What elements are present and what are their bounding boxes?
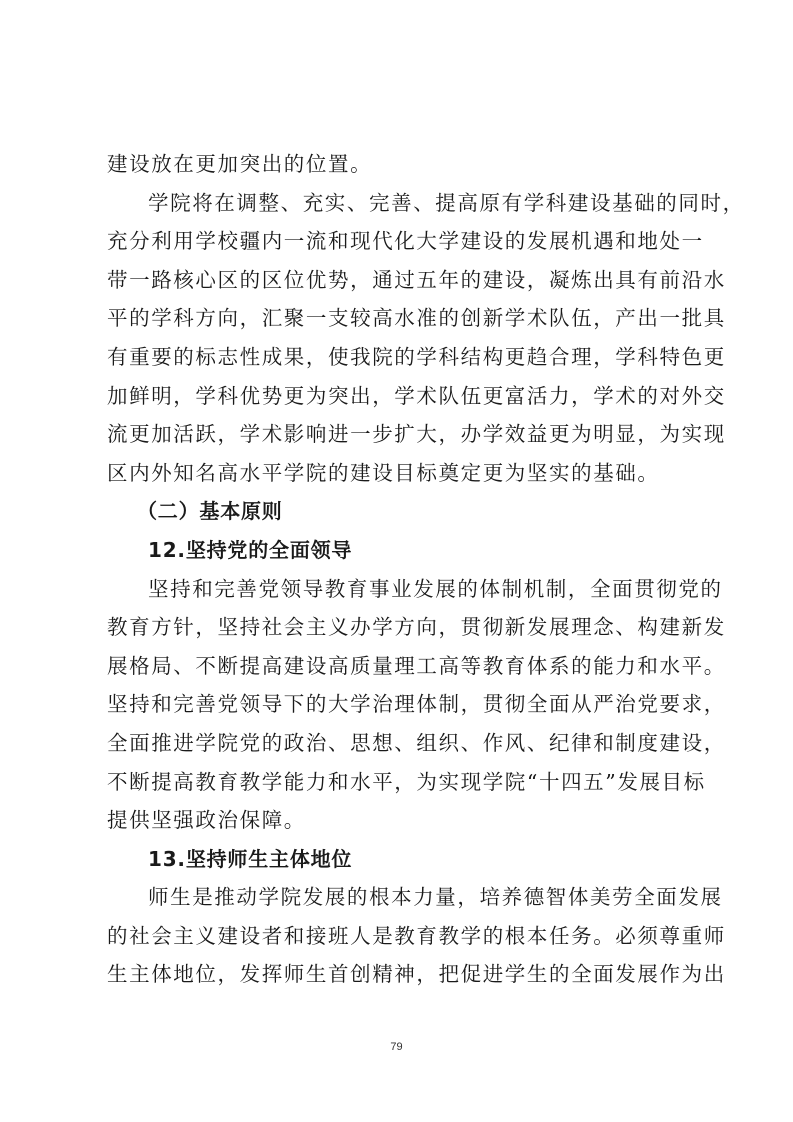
text-line: 流更加活跃，学术影响进一步扩大，办学效益更为明显，为实现: [107, 422, 726, 447]
page-number: 79: [390, 1041, 403, 1053]
text-line: 区内外知名高水平学院的建设目标奠定更为坚实的基础。: [107, 460, 660, 485]
text-line: 带一路核心区的区位优势，通过五年的建设，凝炼出具有前沿水: [107, 267, 726, 292]
document-body: [107, 145, 745, 994]
text-line: 坚持和完善党领导教育事业发展的体制机制，全面贯彻党的: [148, 576, 723, 601]
text-line: 平的学科方向，汇聚一支较高水准的创新学术队伍，产出一批具: [107, 306, 726, 331]
text-line: 有重要的标志性成果，使我院的学科结构更趋合理，学科特色更: [107, 344, 726, 369]
section-heading: （二）基本原则: [137, 499, 283, 524]
text-line: 教育方针，坚持社会主义办学方向，贯彻新发展理念、构建新发: [107, 615, 726, 640]
item-heading-12: 12.坚持党的全面领导: [148, 537, 353, 562]
text-line: 生主体地位，发挥师生首创精神，把促进学生的全面发展作为出: [107, 962, 726, 987]
text-line: 不断提高教育教学能力和水平，为实现学院“十四五”发展目标: [107, 769, 706, 794]
text-line: 师生是推动学院发展的根本力量，培养德智体美劳全面发展: [148, 885, 723, 910]
item-heading-13: 13.坚持师生主体地位: [148, 846, 353, 871]
text-line: 学院将在调整、充实、完善、提高原有学科建设基础的同时，: [148, 190, 745, 215]
text-line: 全面推进学院党的政治、思想、组织、作风、纪律和制度建设，: [107, 730, 726, 755]
text-line: 加鲜明，学科优势更为突出，学术队伍更富活力，学术的对外交: [107, 383, 726, 408]
text-line: 展格局、不断提高建设高质量理工高等教育体系的能力和水平。: [107, 653, 726, 678]
text-line: 的社会主义建设者和接班人是教育教学的根本任务。必须尊重师: [107, 923, 726, 948]
text-line: 建设放在更加突出的位置。: [107, 152, 373, 176]
text-line: 坚持和完善党领导下的大学治理体制，贯彻全面从严治党要求，: [107, 692, 726, 717]
text-line: 充分利用学校疆内一流和现代化大学建设的发展机遇和地处一: [107, 229, 704, 254]
text-line: 提供坚强政治保障。: [107, 808, 306, 833]
